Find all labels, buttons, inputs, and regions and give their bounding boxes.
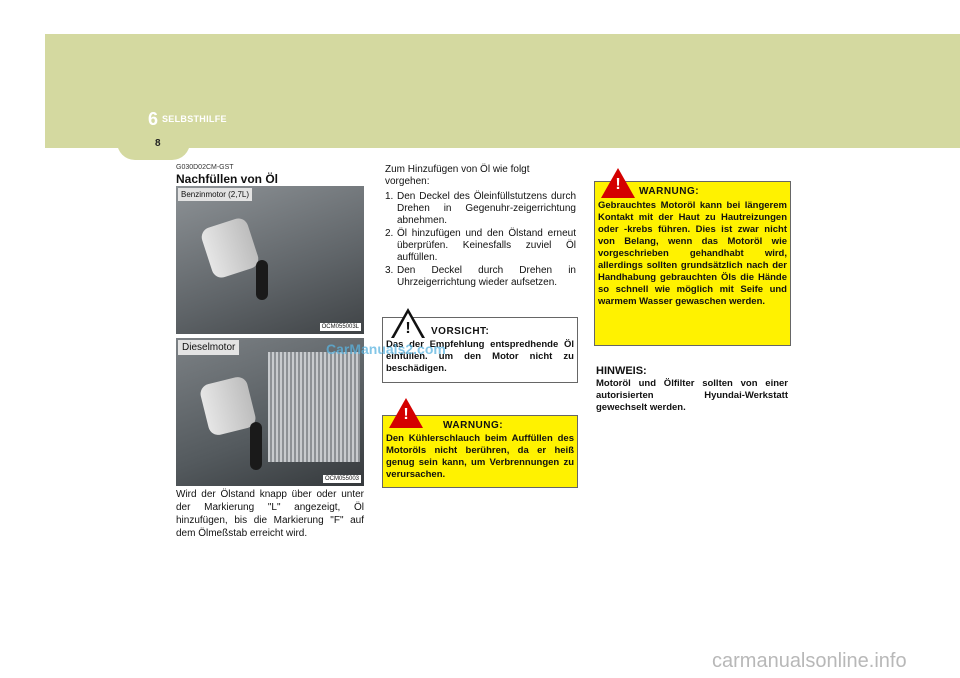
exclamation-icon: ! [403, 406, 409, 423]
figure-diesel-engine [176, 338, 364, 486]
list-item: 1. Den Deckel des Öleinfüllstutzens durch Drehen in Gegenuhr-zeigerrichtung abnehmen. [385, 191, 576, 226]
exclamation-icon: ! [405, 320, 411, 337]
figure-petrol-engine [176, 186, 364, 334]
warning-hose-title: WARNUNG: [443, 420, 504, 431]
warning-skin-text: Gebrauchtes Motoröl kann bei längerem Kontakt mit der Haut zu Hautreizungen oder -krebs führen. Dies ist zwar nicht von Belang, wenn das Motoröl wie vorgeschrieben gehandhabt wird, allerdings sollten grundsätzlich nach der Handhabung gebrauchten Öls die Hände so schnell wie möglich mit Seife und warmem Wasser gewaschen werden. [598, 200, 787, 307]
page-number: 8 [155, 138, 161, 149]
caution-text: Das der Empfehlung entspredhende Öl einfüllen. um den Motor nicht zu beschädigen. [386, 339, 574, 374]
figure-code: OCM055003L [321, 324, 359, 330]
hinweis-title: HINWEIS: [596, 365, 647, 377]
oil-jug-icon [198, 375, 257, 437]
warning-hose-box [382, 406, 578, 488]
section-code: G030D02CM-GST [176, 164, 234, 171]
warning-skin-title: WARNUNG: [639, 186, 700, 197]
figure-label: Benzinmotor (2,7L) [178, 188, 252, 201]
instructions-intro: Zum Hinzufügen von Öl wie folgt vorgehen: [385, 164, 530, 187]
instructions [385, 164, 576, 290]
chapter-title: SELBSTHILFE [162, 114, 227, 124]
section-title: Nachfüllen von Öl [176, 172, 279, 186]
oil-jug-icon [199, 216, 261, 280]
oil-stream-icon [256, 260, 268, 300]
warning-hose-text: Den Kühlerschlauch beim Auffüllen des Motoröls nicht berühren, da er heiß genug sein kann, um Verbrennungen zu verursachen. [386, 433, 574, 480]
oil-level-paragraph: Wird der Ölstand knapp über oder unter der Markierung "L" angezeigt, Öl hinzufügen, bis die Markierung "F" auf dem Ölmeßstab erreicht wird. [176, 489, 364, 539]
figure-code: OCM055003 [324, 476, 359, 482]
oil-stream-icon [250, 422, 262, 470]
caution-title: VORSICHT: [431, 326, 490, 337]
list-item: 3. Den Deckel durch Drehen in Uhrzeigerrichtung wieder aufsetzen. [385, 265, 576, 288]
warning-skin-box [594, 176, 791, 346]
engine-cover-icon [268, 352, 360, 462]
watermark-top: CarManuals2.com [326, 341, 446, 357]
page-tab [117, 130, 190, 160]
watermark-bottom: carmanualsonline.info [712, 650, 907, 672]
list-item: 2. Öl hinzufügen und den Ölstand erneut überprüfen. Keinesfalls zuviel Öl auffüllen. [385, 228, 576, 263]
figure-label: Dieselmotor [178, 340, 239, 355]
instructions-list [385, 191, 576, 289]
chapter-number: 6 [148, 109, 159, 129]
exclamation-icon: ! [615, 176, 621, 193]
hinweis-text: Motoröl und Ölfilter sollten von einer autorisierten Hyundai-Werkstatt gewechselt werden. [596, 378, 788, 413]
